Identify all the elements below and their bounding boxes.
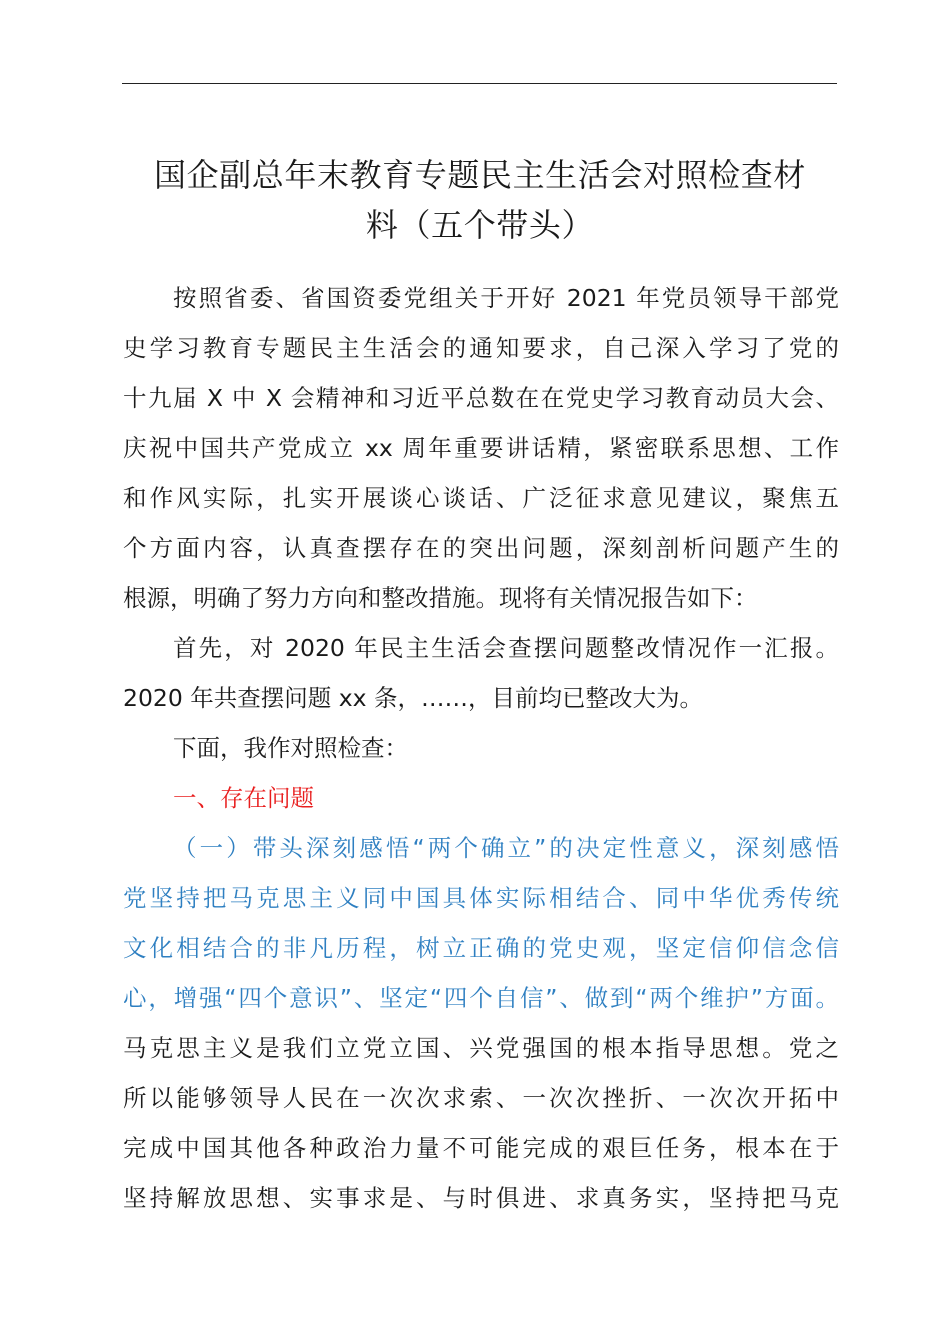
intro-line-6: 个方面内容，认真查摆存在的突出问题，深刻剖析问题产生的 [123, 534, 839, 562]
title-line-2: 料（五个带头） [365, 206, 595, 244]
transition-line: 下面，我作对照检查： [173, 734, 408, 762]
title-line-1: 国企副总年末教育专题民主生活会对照检查材 [153, 156, 806, 194]
body-line-1: 马克思主义是我们立党立国、兴党强国的根本指导思想。党之 [123, 1034, 839, 1062]
section-heading: 一、存在问题 [173, 784, 314, 812]
intro-line-1: 按照省委、省国资委党组关于开好 2021 年党员领导干部党 [173, 284, 839, 312]
intro-line-7: 根源，明确了努力方向和整改措施。现将有关情况报告如下： [123, 584, 758, 612]
intro-line-2: 史学习教育专题民主生活会的通知要求，自己深入学习了党的 [123, 334, 839, 362]
review-line-2: 2020 年共查摆问题 xx 条，……，目前均已整改大为。 [123, 684, 704, 712]
subheading-line-3: 文化相结合的非凡历程，树立正确的党史观，坚定信仰信念信 [123, 934, 839, 962]
subheading-line-1: （一）带头深刻感悟“两个确立”的决定性意义，深刻感悟 [173, 834, 839, 862]
intro-line-4: 庆祝中国共产党成立 xx 周年重要讲话精，紧密联系思想、工作 [123, 434, 839, 462]
subheading-line-2: 党坚持把马克思主义同中国具体实际相结合、同中华优秀传统 [123, 884, 839, 912]
document-title [110, 150, 850, 250]
subheading-line-4: 心，增强“四个意识”、坚定“四个自信”、做到“两个维护”方面。 [123, 984, 839, 1012]
body-line-4: 坚持解放思想、实事求是、与时俱进、求真务实，坚持把马克 [123, 1184, 839, 1212]
review-line-1: 首先，对 2020 年民主生活会查摆问题整改情况作一汇报。 [173, 634, 839, 662]
intro-line-5: 和作风实际，扎实开展谈心谈话、广泛征求意见建议，聚焦五 [123, 484, 839, 512]
body-line-3: 完成中国其他各种政治力量不可能完成的艰巨任务，根本在于 [123, 1134, 839, 1162]
header-rule [122, 83, 837, 84]
intro-line-3: 十九届 X 中 X 会精神和习近平总数在在党史学习教育动员大会、 [123, 384, 839, 412]
body-line-2: 所以能够领导人民在一次次求索、一次次挫折、一次次开拓中 [123, 1084, 839, 1112]
